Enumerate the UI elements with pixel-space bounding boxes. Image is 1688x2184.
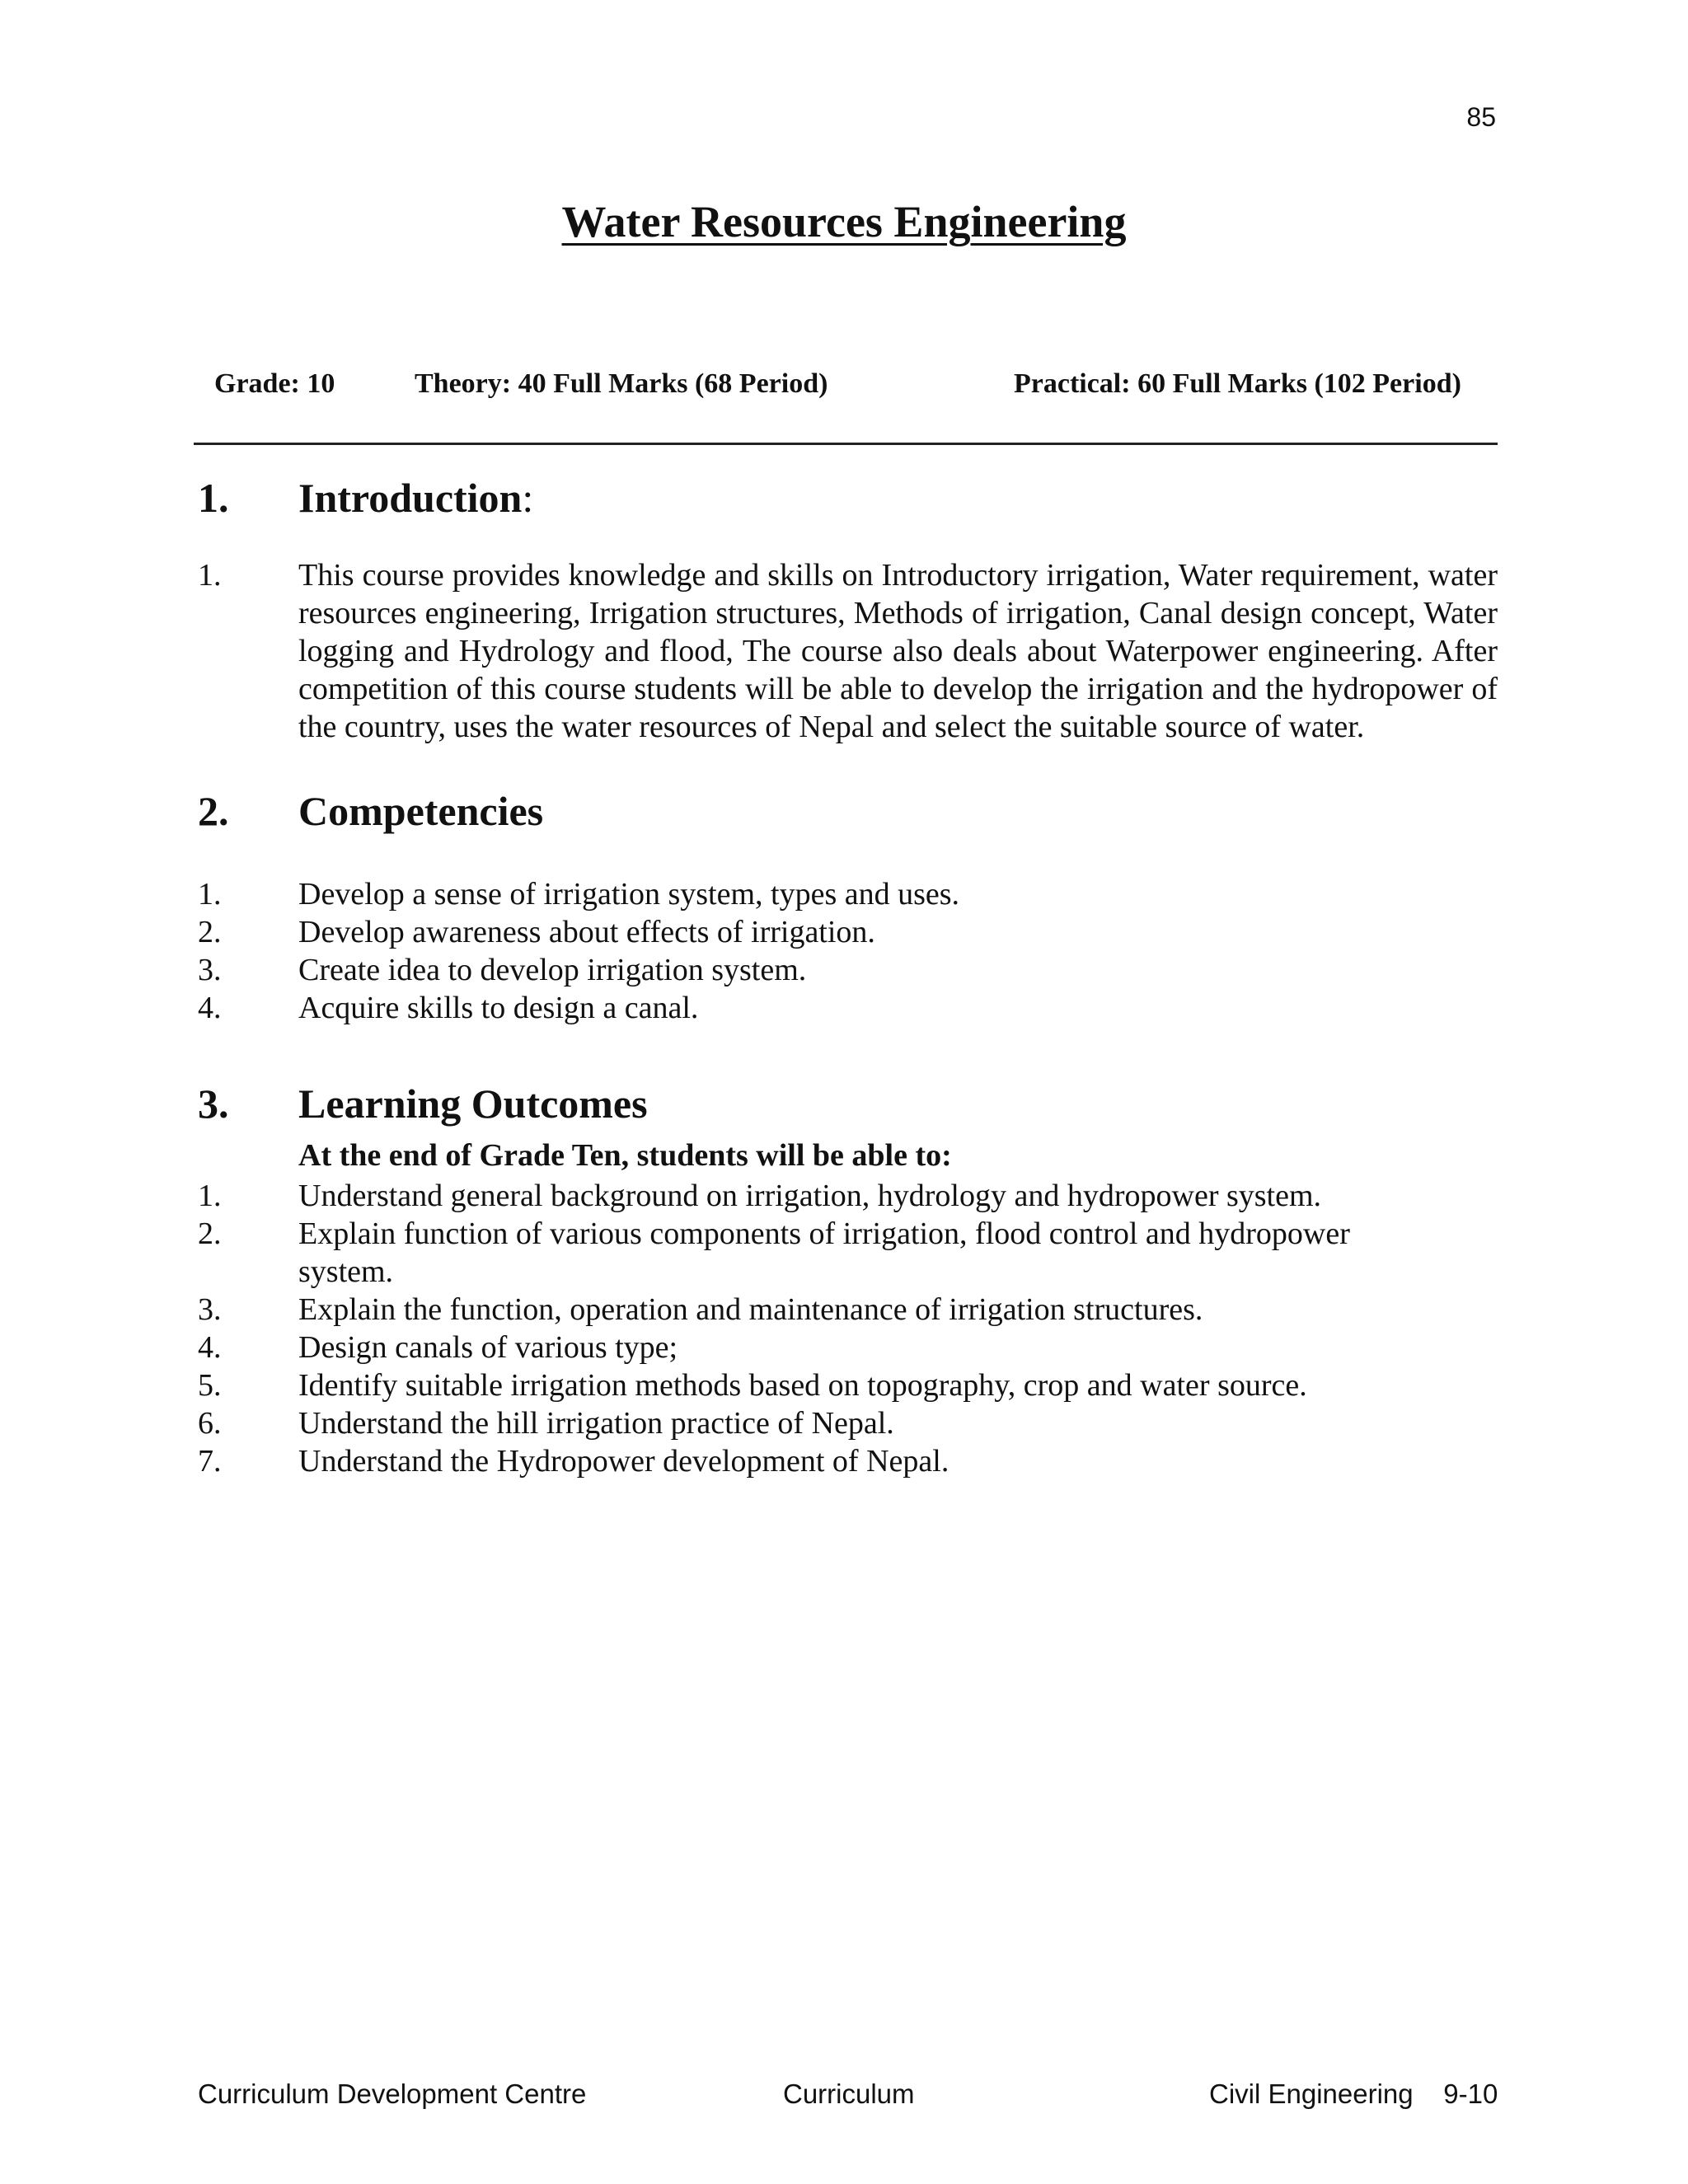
- section-number: 2.: [198, 788, 229, 834]
- list-item-number: 4.: [198, 1330, 222, 1365]
- list-item-number: 4.: [198, 991, 222, 1025]
- list-item-text: Acquire skills to design a canal.: [298, 991, 699, 1025]
- list-item-text: Explain function of various components of irrigation, flood control and hydropower system.: [298, 1216, 1350, 1289]
- list-item-text: Understand the Hydropower development of Nepal.: [298, 1444, 950, 1479]
- section-number: 1.: [198, 475, 229, 521]
- list-item-text: Understand the hill irrigation practice of Nepal.: [298, 1406, 894, 1441]
- list-item-number: 1.: [198, 1179, 222, 1213]
- list-item-number: 2.: [198, 1216, 222, 1251]
- list-item-text: Develop awareness about effects of irrigation.: [298, 915, 875, 949]
- list-item-text: Create idea to develop irrigation system.: [298, 953, 807, 987]
- practical-marks: Practical: 60 Full Marks (102 Period): [1014, 368, 1461, 399]
- list-item-text: This course provides knowledge and skills on Introductory irrigation, Water requirement, water resources engineering, Irrigation structures, Methods of irrigation, Canal design concept, Water logging and Hydrology and flood, The course also deals about Waterpower engineering. After competition of this course students will be able to develop the irrigation and the hydropower of the country, uses the water resources of Nepal and select the suitable source of water.: [298, 558, 1498, 744]
- page-number: 85: [1466, 102, 1496, 132]
- list-item-text: Identify suitable irrigation methods based on topography, crop and water source.: [298, 1368, 1307, 1403]
- header-divider: [194, 443, 1498, 445]
- footer-subject-grade: Civil Engineering 9-10: [1209, 2079, 1498, 2109]
- section-title-colon: :: [522, 475, 534, 521]
- section-title-text: Introduction: [298, 475, 523, 521]
- section-number: 3.: [198, 1080, 229, 1127]
- footer-document-type: Curriculum: [783, 2079, 915, 2109]
- theory-marks: Theory: 40 Full Marks (68 Period): [415, 368, 828, 399]
- list-item-number: 6.: [198, 1406, 222, 1441]
- grade-label: Grade: 10: [214, 368, 335, 399]
- list-item-number: 5.: [198, 1368, 222, 1403]
- list-item-number: 3.: [198, 953, 222, 987]
- list-item-number: 1.: [198, 558, 222, 593]
- list-item-number: 1.: [198, 877, 222, 912]
- section-title: Learning Outcomes: [298, 1080, 648, 1127]
- section-subheading: At the end of Grade Ten, students will be able to:: [298, 1138, 952, 1173]
- footer-organization: Curriculum Development Centre: [198, 2079, 587, 2109]
- list-item-text: Develop a sense of irrigation system, types and uses.: [298, 877, 960, 912]
- section-title: [298, 474, 533, 522]
- section-title: Competencies: [298, 788, 544, 834]
- list-item-text: Explain the function, operation and maintenance of irrigation structures.: [298, 1292, 1203, 1327]
- list-item-number: 2.: [198, 915, 222, 949]
- list-item-number: 3.: [198, 1292, 222, 1327]
- list-item-number: 7.: [198, 1444, 222, 1479]
- page-title: Water Resources Engineering: [561, 197, 1127, 246]
- list-item-text: Design canals of various type;: [298, 1330, 678, 1365]
- list-item-text: Understand general background on irrigation, hydrology and hydropower system.: [298, 1179, 1322, 1213]
